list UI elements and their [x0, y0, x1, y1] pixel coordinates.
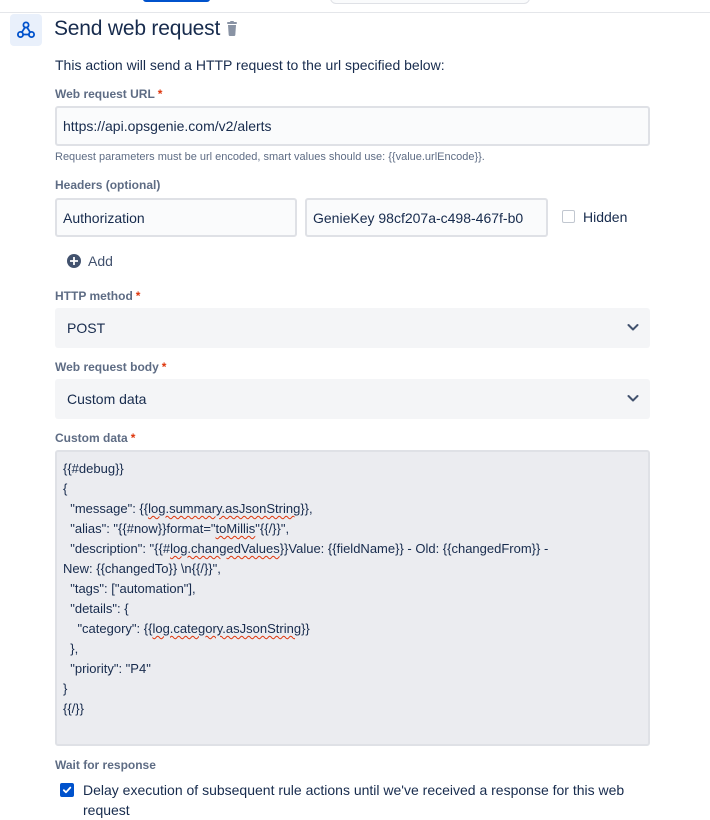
headers-label: Headers (optional) [55, 178, 161, 192]
code-text: "alias": "{{#now}}format=" [63, 521, 216, 536]
top-bar [0, 0, 710, 13]
url-label [55, 87, 162, 101]
code-line [63, 539, 642, 559]
url-label-text: Web request URL [55, 87, 155, 101]
code-text: {{#debug}} [63, 461, 124, 476]
header-name-input[interactable]: Authorization [55, 198, 297, 237]
code-text: }} [301, 621, 310, 636]
chevron-down-icon [626, 391, 640, 408]
code-text: "message": {{ [63, 501, 149, 516]
spellcheck-flagged-text: log.changedValues [170, 541, 280, 556]
code-text: { [63, 481, 68, 496]
code-line [63, 499, 642, 519]
code-text: "{{/}}", [255, 521, 290, 536]
code-text: } [63, 681, 68, 696]
required-mark: * [130, 431, 136, 445]
code-text: "category": {{ [63, 621, 153, 636]
code-line [63, 459, 642, 479]
hidden-checkbox-label[interactable]: Hidden [583, 209, 628, 225]
spellcheck-flagged-text: log.category.asJsonString [152, 621, 302, 636]
http-method-label [55, 289, 140, 303]
required-mark: * [135, 289, 141, 303]
code-text: New: {{changedTo}} \n{{/}}", [63, 561, 221, 576]
code-line [63, 619, 642, 639]
plus-circle-icon [67, 254, 81, 268]
action-description: This action will send a HTTP request to the url specified below: [55, 57, 445, 73]
wait-label: Wait for response [55, 758, 156, 772]
url-helper-text: Request parameters must be url encoded, smart values should use: {{value.urlEncode}}. [55, 151, 485, 163]
http-method-label-text: HTTP method [55, 289, 133, 303]
hidden-checkbox[interactable] [562, 210, 575, 223]
header-value-input[interactable]: GenieKey 98cf207a-c498-467f-b0 [305, 198, 548, 237]
code-text: "details": { [63, 601, 129, 616]
code-line [63, 519, 642, 539]
spellcheck-flagged-text: log.summary.asJsonString [148, 501, 301, 516]
body-value: Custom data [67, 391, 147, 407]
code-text: }, [63, 641, 79, 656]
code-line [63, 559, 642, 579]
add-header-label: Add [88, 253, 113, 269]
code-line [63, 579, 642, 599]
page-title: Send web request [54, 17, 221, 40]
http-method-value: POST [67, 320, 106, 336]
code-line [63, 599, 642, 619]
code-line [63, 639, 642, 659]
required-mark: * [161, 360, 167, 374]
code-text: "tags": ["automation"], [63, 581, 196, 596]
code-text: {{/}} [63, 701, 84, 716]
code-text: }}Value: {{fieldName}} - Old: {{changedFrom}} - [279, 541, 549, 556]
code-text: "priority": "P4" [63, 661, 151, 676]
body-label [55, 360, 166, 374]
code-text: "description": "{{# [63, 541, 171, 556]
wait-checkbox-label[interactable]: Delay execution of subsequent rule actions until we've received a response for this web request [83, 782, 625, 818]
add-header-button[interactable] [67, 252, 113, 270]
body-select[interactable] [55, 379, 650, 419]
active-tab-indicator[interactable] [143, 0, 210, 2]
body-label-text: Web request body [55, 360, 159, 374]
code-line [63, 679, 642, 699]
trash-icon[interactable] [225, 21, 239, 37]
required-mark: * [157, 87, 163, 101]
url-input[interactable]: https://api.opsgenie.com/v2/alerts [55, 106, 650, 146]
http-method-select[interactable] [55, 308, 650, 348]
custom-data-label-text: Custom data [55, 431, 128, 445]
custom-data-textarea[interactable] [55, 450, 650, 746]
code-line [63, 699, 642, 719]
code-line [63, 659, 642, 679]
check-icon [62, 785, 72, 795]
code-text: }}, [300, 501, 313, 516]
top-search-field[interactable] [330, 0, 530, 4]
webhook-icon [10, 14, 42, 46]
spellcheck-flagged-text: toMillis [215, 521, 256, 536]
custom-data-label [55, 431, 135, 445]
wait-checkbox[interactable] [60, 783, 74, 797]
chevron-down-icon [626, 320, 640, 337]
code-line [63, 479, 642, 499]
